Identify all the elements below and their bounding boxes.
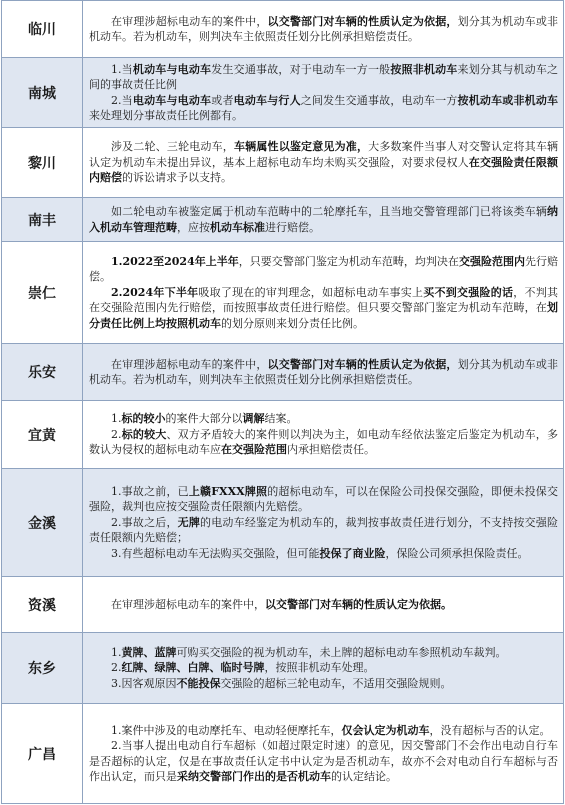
emphasized-text: 机动车标准 xyxy=(210,220,265,234)
emphasized-text: 买不到交强险的话 xyxy=(423,285,514,299)
paragraph-text: 进行赔偿。 xyxy=(265,220,320,234)
table-row xyxy=(2,704,564,804)
region-name-cell: 黎川 xyxy=(2,128,83,198)
ruling-paragraph xyxy=(89,357,558,388)
paragraph-text: 或者 xyxy=(211,93,234,107)
ruling-content-cell xyxy=(83,344,564,401)
paragraph-text: 的案件大部分以 xyxy=(165,412,243,426)
emphasized-text: 在交强险范围 xyxy=(221,443,287,457)
ruling-content-cell xyxy=(83,633,564,704)
paragraph-text: 的划分原则来划分责任比例。 xyxy=(221,316,364,330)
emphasized-text: 采纳交警部门作出的是否机动车 xyxy=(177,770,331,783)
paragraph-text: ，只要交警部门鉴定为机动车范畴，均判决在 xyxy=(238,254,459,268)
ruling-paragraph xyxy=(89,597,558,613)
region-name-cell: 宜黄 xyxy=(2,401,83,469)
ruling-content-cell xyxy=(83,401,564,469)
paragraph-text: 2.当事人提出电动自行车超标（如超过限定时速）的意见，因交警部门不会作出电动自行车是否超标的认定，仅是在事故责任认定书中认定为是否机动车，故亦不会对电动自行车超标与否作出认定，而只是 xyxy=(89,739,558,783)
paragraph-text: ，应按 xyxy=(177,220,210,234)
ruling-paragraph xyxy=(89,254,558,285)
paragraph-text: 1. xyxy=(111,412,122,426)
paragraph-text: 结案。 xyxy=(264,412,298,426)
emphasized-text: 2.2024年下半年 xyxy=(111,285,199,299)
paragraph-text: 大多数案件当事人对交警认定将其车辆认定为机动车未提出异议，基本上超标电动车均未购买交强险，对要求侵权人 xyxy=(89,140,559,169)
emphasized-text: 黄牌、蓝牌 xyxy=(121,645,177,659)
paragraph-text: 可购买交强险的视为机动车，未上牌的超标电动车参照机动车裁判。 xyxy=(176,645,507,659)
paragraph-text: 的认定结论。 xyxy=(331,770,397,783)
table-body xyxy=(2,1,564,804)
paragraph-text: 划分其为机动车或非机动车。若为机动车，则判决车主依照责任划分比例承担赔偿责任。 xyxy=(89,14,559,43)
paragraph-text: 的电动车经鉴定为机动车的，裁判按事故责任进行划分，不支持按交强险责任限额内先赔偿； xyxy=(89,515,559,545)
table-row xyxy=(2,198,564,242)
regional-comparison-table xyxy=(1,0,564,804)
table-row xyxy=(2,58,564,128)
paragraph-text: 内承担赔偿责任。 xyxy=(287,443,375,457)
ruling-paragraph xyxy=(89,723,558,739)
ruling-paragraph xyxy=(89,660,558,676)
paragraph-text: 先行赔偿。 xyxy=(89,254,559,284)
paragraph-text: ，没有超标与否的认定。 xyxy=(429,723,551,737)
paragraph-text: 来划分其与机动车之间的事故责任比例 xyxy=(89,62,559,91)
ruling-content-cell xyxy=(83,1,564,58)
emphasized-text: 标的较小 xyxy=(121,412,166,426)
paragraph-text: 1.案件中涉及的电动摩托车、电动轻便摩托车， xyxy=(111,723,342,737)
paragraph-text: ，保险公司须承担保险责任。 xyxy=(385,546,529,560)
emphasized-text: 以交警部门对车辆的性质认定为依据， xyxy=(267,14,458,28)
paragraph-text: 2.当 xyxy=(111,93,133,107)
emphasized-text: 标的较大 xyxy=(121,427,167,441)
paragraph-text: 来处理划分事故责任比例都有。 xyxy=(89,109,243,122)
region-name-cell: 东乡 xyxy=(2,633,83,704)
emphasized-text: 电动车与电动车 xyxy=(132,93,212,107)
paragraph-text: 交强险的超标三轮电动车，不适用交强险规则。 xyxy=(220,676,452,690)
paragraph-text: 3.有些超标电动车无法购买交强险，但可能 xyxy=(111,546,320,560)
ruling-paragraph xyxy=(89,204,558,235)
region-name-cell: 金溪 xyxy=(2,469,83,577)
region-name-cell: 南丰 xyxy=(2,198,83,242)
table-row xyxy=(2,401,564,469)
ruling-paragraph xyxy=(89,285,558,332)
paragraph-text: 在审理涉超标电动车的案件中， xyxy=(111,14,268,28)
emphasized-text: 交强险范围内 xyxy=(458,254,526,268)
paragraph-text: 1.事故之前，已 xyxy=(111,484,189,498)
ruling-paragraph xyxy=(89,738,558,785)
emphasized-text: 按照非机动车 xyxy=(390,62,458,76)
ruling-paragraph xyxy=(89,62,558,93)
region-name-cell: 临川 xyxy=(2,1,83,58)
ruling-content-cell xyxy=(83,469,564,577)
region-name-cell: 乐安 xyxy=(2,344,83,401)
ruling-paragraph xyxy=(89,93,558,124)
paragraph-text: 在审理涉超标电动车的案件中， xyxy=(111,597,265,611)
emphasized-text: 按机动车或非机动车 xyxy=(457,93,559,107)
emphasized-text: 调解 xyxy=(242,412,265,426)
ruling-content-cell xyxy=(83,577,564,633)
paragraph-text: ，不判其在交强险范围内先行赔偿，而按照事故责任进行赔偿。但只要交警部门鉴定为机动车范畴，在 xyxy=(89,285,559,315)
ruling-content-cell xyxy=(83,58,564,128)
region-name-cell: 广昌 xyxy=(2,704,83,804)
table-row xyxy=(2,344,564,401)
ruling-paragraph xyxy=(89,676,558,692)
paragraph-text: 发生交通事故，对于电动车一方一般 xyxy=(211,62,391,76)
ruling-paragraph xyxy=(89,427,558,458)
ruling-content-cell xyxy=(83,128,564,198)
emphasized-text: 红牌、绿牌、白牌、临时号牌 xyxy=(121,661,265,675)
paragraph-text: 吸取了现在的审判理念，如超标电动车事实上 xyxy=(198,285,424,299)
ruling-content-cell xyxy=(83,198,564,242)
table-row xyxy=(2,128,564,198)
emphasized-text: 车辆属性以鉴定意见为准， xyxy=(233,140,369,154)
emphasized-text: 以交警部门对车辆的性质认定为依据。 xyxy=(265,597,452,611)
ruling-content-cell xyxy=(83,242,564,344)
ruling-paragraph xyxy=(89,546,558,562)
table-row xyxy=(2,633,564,704)
emphasized-text: 划分责任比例上均按照机动车 xyxy=(89,301,558,330)
paragraph-text: 划分其为机动车或非机动车。若为机动车，则判决车主依照责任划分比例承担赔偿责任。 xyxy=(89,357,559,386)
paragraph-text: 的超标电动车，可以在保险公司投保交强险，即便未投保交强险，裁判也应按交强险责任限额内先赔偿。 xyxy=(89,484,558,514)
paragraph-text: 2. xyxy=(111,661,122,675)
paragraph-text: 涉及二轮、三轮电动车， xyxy=(111,140,234,154)
paragraph-text: 如二轮电动车被鉴定属于机动车范畴中的二轮摩托车，且当地交警管理部门已将该类车辆 xyxy=(111,205,547,218)
region-name-cell: 资溪 xyxy=(2,577,83,633)
paragraph-text: 1. xyxy=(111,645,122,659)
emphasized-text: 1.2022至2024年上半年 xyxy=(111,254,239,268)
paragraph-text: 2. xyxy=(111,427,122,441)
paragraph-text: 3.因客观原因 xyxy=(111,676,177,690)
paragraph-text: 2.事故之后， xyxy=(111,515,178,529)
emphasized-text: 无牌 xyxy=(177,515,201,529)
region-name-cell: 南城 xyxy=(2,58,83,128)
emphasized-text: 电动车与行人 xyxy=(233,93,301,107)
emphasized-text: 机动车与电动车 xyxy=(132,62,212,76)
emphasized-text: 仅会认定为机动车 xyxy=(341,723,430,737)
ruling-paragraph xyxy=(89,14,558,45)
table-row xyxy=(2,469,564,577)
paragraph-text: 在审理涉超标电动车的案件中， xyxy=(111,357,268,371)
paragraph-text: 的诉讼请求予以支持。 xyxy=(122,171,232,185)
paragraph-text: ，按照非机动车处理。 xyxy=(264,661,375,675)
ruling-paragraph xyxy=(89,484,558,515)
emphasized-text: 在交强险责任限额内赔偿 xyxy=(89,155,559,185)
paragraph-text: 之间发生交通事故，电动车一方 xyxy=(300,93,458,107)
ruling-paragraph xyxy=(89,515,558,546)
table-row xyxy=(2,577,564,633)
region-name-cell: 崇仁 xyxy=(2,242,83,344)
table-row xyxy=(2,242,564,344)
paragraph-text: 、双方矛盾较大的案件则以判决为主，如电动车经依法鉴定后鉴定为机动车，多数认为侵权的超标电动车应 xyxy=(89,427,559,457)
emphasized-text: 投保了商业险 xyxy=(319,546,386,560)
paragraph-text: 1.当 xyxy=(111,62,133,76)
table-row xyxy=(2,1,564,58)
ruling-paragraph xyxy=(89,411,558,427)
emphasized-text: 上赣FXXX牌照 xyxy=(188,484,268,498)
emphasized-text: 以交警部门对车辆的性质认定为依据， xyxy=(267,357,458,371)
emphasized-text: 不能投保 xyxy=(176,676,221,690)
ruling-paragraph xyxy=(89,645,558,661)
emphasized-text: 纳入机动车管理范畴 xyxy=(89,205,558,234)
ruling-paragraph xyxy=(89,139,558,186)
ruling-content-cell xyxy=(83,704,564,804)
